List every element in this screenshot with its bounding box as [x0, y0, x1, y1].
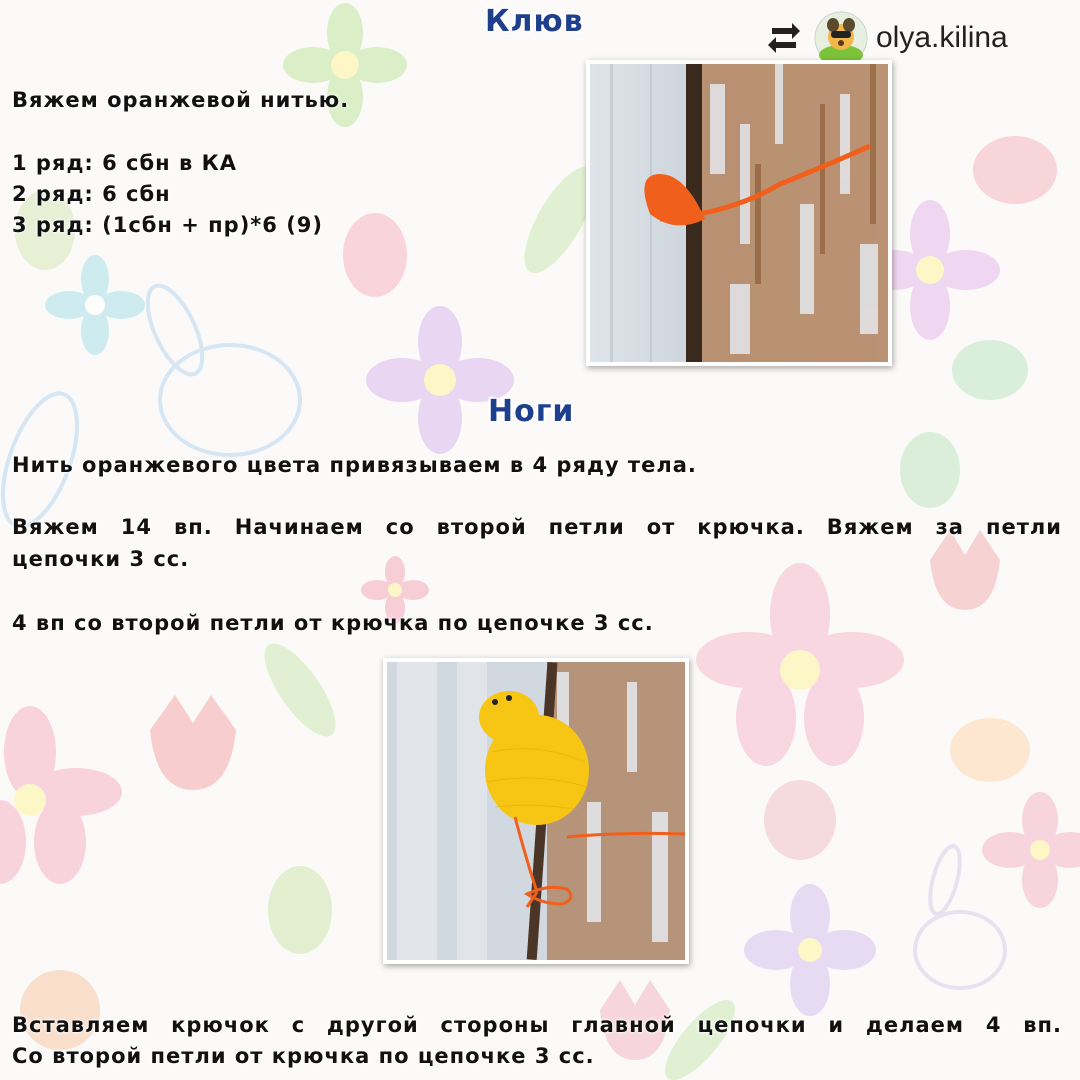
legs-step-4-line-1: Вставляем крючок с другой стороны главной цепочки и делаем 4 вп. — [12, 1013, 1062, 1037]
background-egg — [268, 866, 332, 954]
legs-step-4-line-2: Со второй петли от крючка по цепочке 3 сс. — [12, 1044, 595, 1068]
beak-row-3: 3 ряд: (1сбн + пр)*6 (9) — [12, 213, 324, 237]
background-flower — [0, 706, 122, 884]
background-egg — [343, 213, 407, 297]
background-flower — [744, 884, 876, 1016]
legs-step-2-line-2: цепочки 3 сс. — [12, 547, 190, 571]
repost-icon[interactable] — [760, 14, 808, 62]
background-bunny — [915, 843, 1005, 988]
beak-row-2: 2 ряд: 6 сбн — [12, 182, 171, 206]
background-egg — [900, 432, 960, 508]
beak-heading: Клюв — [485, 4, 584, 39]
chick-legs-photo — [383, 658, 689, 964]
legs-step-1: Нить оранжевого цвета привязываем в 4 ряду тела. — [12, 453, 697, 477]
background-egg — [950, 718, 1030, 782]
background-tulip — [930, 530, 1000, 610]
background-egg — [764, 780, 836, 860]
legs-heading: Ноги — [488, 394, 575, 429]
repost-username[interactable]: olya.kilina — [876, 21, 1008, 54]
background-leaf — [252, 633, 348, 746]
background-flower — [982, 792, 1080, 908]
background-flower — [366, 306, 514, 454]
background-flower — [45, 255, 145, 355]
legs-step-2-line-1: Вяжем 14 вп. Начинаем со второй петли от крючка. Вяжем за петли — [12, 515, 1062, 539]
background-tulip — [150, 695, 236, 790]
background-flower — [696, 563, 904, 766]
background-egg — [952, 340, 1028, 400]
beak-instruction: Вяжем оранжевой нитью. — [12, 88, 350, 112]
background-egg — [973, 136, 1057, 204]
avatar[interactable] — [814, 11, 868, 65]
beak-photo — [586, 60, 892, 366]
beak-row-1: 1 ряд: 6 сбн в КА — [12, 151, 237, 175]
background-egg — [20, 970, 100, 1050]
background-bunny — [0, 278, 300, 536]
legs-step-3: 4 вп со второй петли от крючка по цепочке 3 сс. — [12, 611, 654, 635]
repost-attribution[interactable] — [760, 8, 1070, 68]
